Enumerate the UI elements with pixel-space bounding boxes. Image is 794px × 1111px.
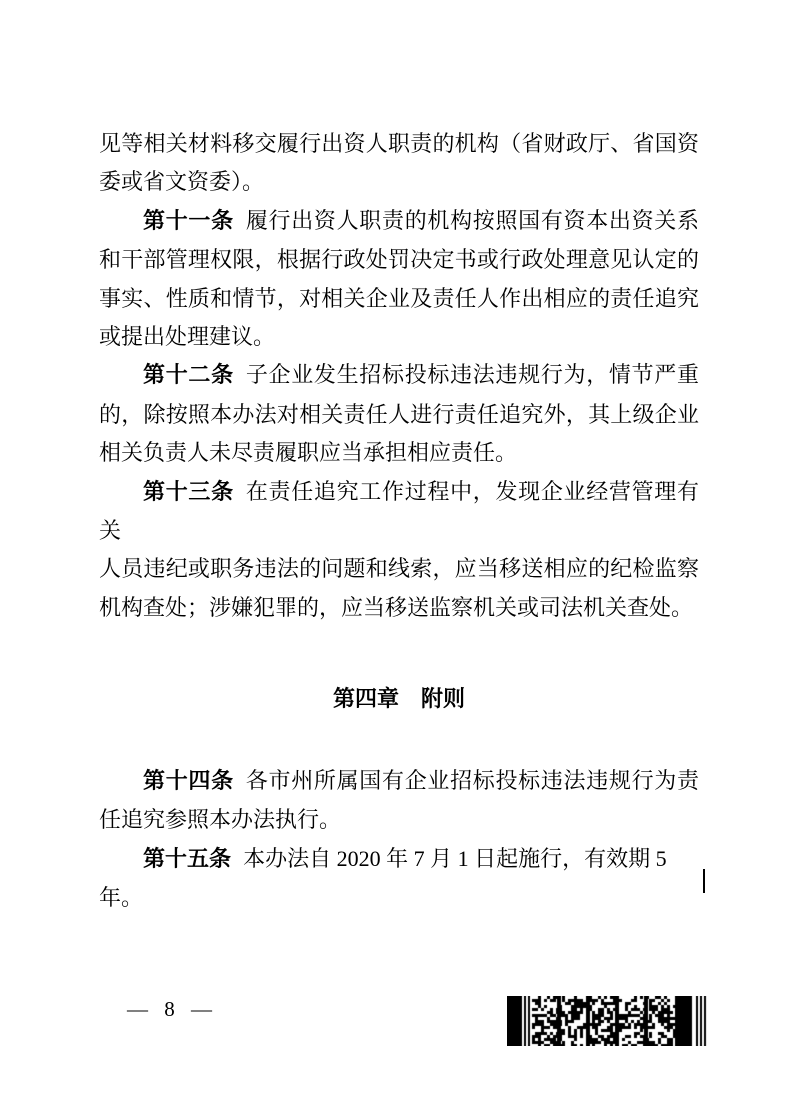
text-line: 委或省文资委）。 bbox=[99, 169, 265, 195]
article-text: 履行出资人职责的机构按照国有资本出资关系 bbox=[245, 207, 699, 233]
article-number: 第十一条 bbox=[143, 208, 234, 234]
article-number: 第十三条 bbox=[143, 479, 234, 505]
article-number: 第十二条 bbox=[143, 363, 234, 389]
text-line: 的，除按照本办法对相关责任人进行责任追究外，其上级企业 bbox=[99, 401, 699, 427]
text-line: 事实、性质和情节，对相关企业及责任人作出相应的责任追究 bbox=[99, 285, 699, 311]
stray-line-mark bbox=[703, 869, 705, 893]
text-line: 机构查处；涉嫌犯罪的，应当移送监察机关或司法机关查处。 bbox=[99, 594, 694, 620]
article-number: 第十五条 bbox=[143, 846, 232, 872]
text-line: 任追究参照本办法执行。 bbox=[99, 807, 342, 833]
barcode-2d-icon bbox=[507, 996, 707, 1046]
text-line: 见等相关材料移交履行出资人职责的机构（省财政厅、省国资 bbox=[99, 131, 699, 156]
text-line: 相关负责人未尽责履职应当承担相应责任。 bbox=[99, 440, 518, 466]
text-line bbox=[99, 840, 699, 918]
text-line: 人员违纪或职务违法的问题和线索，应当移送相应的纪检监察 bbox=[99, 556, 699, 582]
text-line: 和干部管理权限，根据行政处罚决定书或行政处理意见认定的 bbox=[99, 247, 699, 273]
document-body bbox=[99, 125, 699, 917]
article-text: 本办法自 2020 年 7 月 1 日起施行，有效期 5 年。 bbox=[99, 845, 667, 910]
chapter-heading: 第四章 附则 bbox=[332, 687, 465, 713]
text-line: 或提出处理建议。 bbox=[99, 324, 276, 350]
article-text: 在责任追究工作过程中，发现企业经营管理有关 bbox=[99, 478, 699, 544]
article-text: 子企业发生招标投标违法违规行为，情节严重 bbox=[245, 362, 699, 388]
article-text: 各市州所属国有企业招标投标违法违规行为责 bbox=[245, 767, 699, 793]
text-line bbox=[99, 202, 699, 241]
page-number: — 8 — bbox=[127, 997, 214, 1021]
text-line bbox=[99, 473, 699, 551]
article-number: 第十四条 bbox=[143, 768, 234, 794]
text-line bbox=[99, 356, 699, 395]
text-line bbox=[99, 762, 699, 801]
